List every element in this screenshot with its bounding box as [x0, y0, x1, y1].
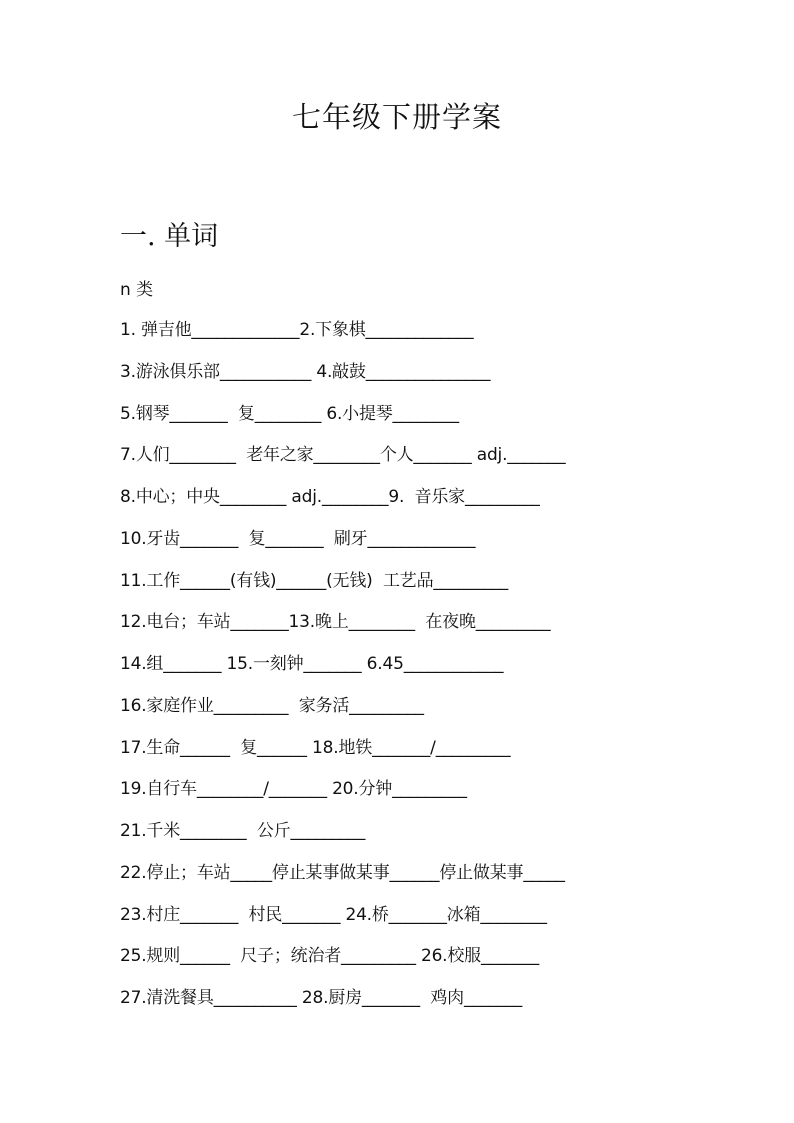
vocab-line: 25.规则______ 尺子；统治者_________ 26.校服_______: [120, 946, 540, 967]
vocab-line: 7.人们________ 老年之家________个人_______ adj._______: [120, 445, 566, 466]
page-title: 七年级下册学案: [291, 100, 502, 134]
vocab-line: 22.停止；车站_____停止某事做某事______停止做某事_____: [120, 862, 565, 883]
vocab-line: 10.牙齿_______ 复_______ 刷牙_____________: [120, 528, 476, 549]
vocab-line: 1. 弹吉他_____________2.下象棋_____________: [120, 320, 474, 340]
vocabulary-list: [120, 318, 760, 1028]
vocab-line: 17.生命______ 复______ 18.地铁_______/_________: [120, 737, 511, 758]
vocab-line: 23.村庄_______ 村民_______ 24.桥_______冰箱________: [120, 904, 547, 925]
vocab-line: 3.游泳俱乐部___________ 4.敲鼓_______________: [120, 361, 491, 382]
vocab-line: 8.中心；中央________ adj.________9. 音乐家_________: [120, 487, 540, 507]
vocab-line: 5.钢琴_______ 复________ 6.小提琴________: [120, 403, 459, 424]
vocab-line: 16.家庭作业_________ 家务活_________: [120, 695, 424, 716]
vocab-line: 11.工作______(有钱)______(无钱) 工艺品_________: [120, 570, 509, 591]
section-heading: 一. 单词: [120, 221, 219, 252]
category-label: n 类: [120, 280, 154, 300]
vocab-line: 21.千米________ 公斤_________: [120, 821, 366, 841]
vocab-line: 12.电台；车站_______13.晚上________ 在夜晚_________: [120, 612, 551, 633]
vocab-line: 14.组_______ 15.一刻钟_______ 6.45____________: [120, 654, 504, 674]
vocab-line: 27.清洗餐具__________ 28.厨房_______ 鸡肉_______: [120, 988, 523, 1008]
vocab-line: 19.自行车________/_______ 20.分钟_________: [120, 779, 467, 800]
